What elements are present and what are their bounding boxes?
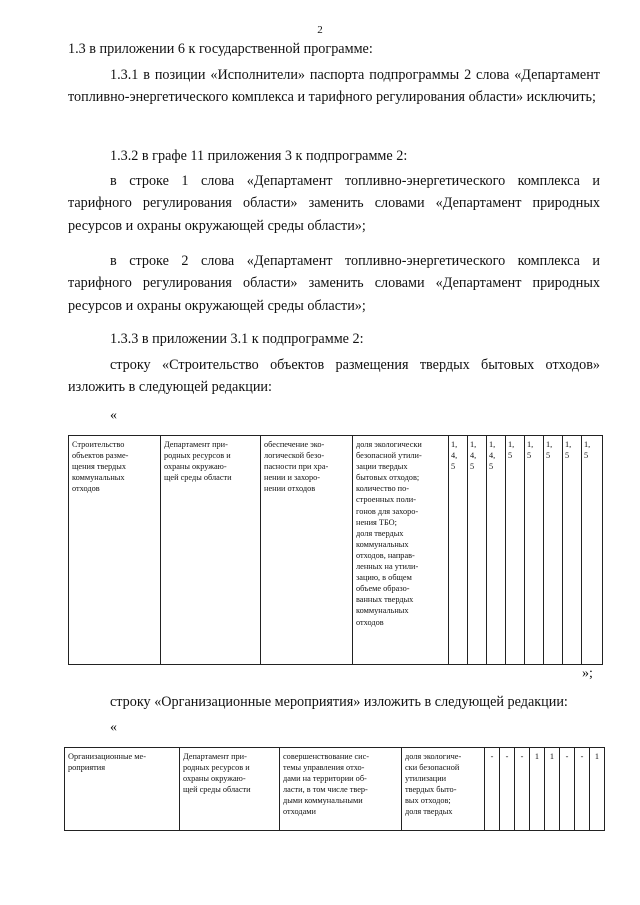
table-row xyxy=(69,436,603,665)
table-organizational xyxy=(64,747,605,831)
cell-name: Организационные ме- роприятия xyxy=(65,748,180,831)
paragraph-row-organizational: строку «Организационные мероприятия» изложить в следующей редакции: xyxy=(110,694,568,710)
paragraph-1-3-2: 1.3.2 в графе 11 приложения 3 к подпрограмме 2: xyxy=(110,148,408,164)
paragraph-row-1: в строке 1 слова «Департамент топливно-энергетического комплекса и тарифного регулирования области» заменить словами «Департамент природных ресурсов и охраны окружающей среды области»; xyxy=(68,173,600,234)
cell-executor: Департамент при- родных ресурсов и охраны окружаю- щей среды области xyxy=(180,748,280,831)
table-row xyxy=(65,748,605,831)
cell-goal: обеспечение эко- логической безо- пасности при хра- нении и захоро- нении отходов xyxy=(261,436,353,665)
cell-value: 1, 5 xyxy=(506,436,525,665)
cell-value: - xyxy=(500,748,515,831)
cell-indicators: доля экологиче- ски безопасной утилизации твердых быто- вых отходов; доля твердых xyxy=(402,748,485,831)
cell-value: 1, 5 xyxy=(525,436,544,665)
open-quote-2: « xyxy=(110,720,117,735)
cell-value: 1, 5 xyxy=(544,436,563,665)
paragraph-1-3: 1.3 в приложении 6 к государственной программе: xyxy=(68,41,373,57)
cell-goal: совершенствование сис- темы управления отхо- дами на территории об- ласти, в том числе твер- дыми коммунальными отходами xyxy=(280,748,402,831)
cell-value: 1 xyxy=(590,748,605,831)
cell-value: - xyxy=(485,748,500,831)
cell-value: 1, 4, 5 xyxy=(487,436,506,665)
cell-value: 1 xyxy=(545,748,560,831)
paragraph-row-2: в строке 2 слова «Департамент топливно-энергетического комплекса и тарифного регулирования области» заменить словами «Департамент природных ресурсов и охраны окружающей среды области»; xyxy=(68,253,600,314)
cell-name: Строительство объектов разме- щения твердых коммунальных отходов xyxy=(69,436,161,665)
close-quote-1: »; xyxy=(582,666,593,681)
cell-executor: Департамент при- родных ресурсов и охраны окружаю- щей среды области xyxy=(161,436,261,665)
cell-value: - xyxy=(515,748,530,831)
cell-value: 1 xyxy=(530,748,545,831)
cell-value: - xyxy=(575,748,590,831)
cell-indicators: доля экологически безопасной утили- зации твердых бытовых отходов; количество по- строенных поли- гонов для захоро- нения ТБО; доля твердых коммунальных отходов, направ- ленных на утили- зацию, в общем объеме образо- ванных твердых коммунальных отходов xyxy=(353,436,449,665)
cell-value: 1, 4, 5 xyxy=(468,436,487,665)
page-number: 2 xyxy=(317,24,323,36)
cell-value: 1, 4, 5 xyxy=(449,436,468,665)
open-quote-1: « xyxy=(110,408,117,423)
paragraph-row-construction: строку «Строительство объектов размещения твердых бытовых отходов» изложить в следующей редакции: xyxy=(68,357,600,396)
cell-value: 1, 5 xyxy=(582,436,603,665)
paragraph-1-3-1: 1.3.1 в позиции «Исполнители» паспорта подпрограммы 2 слова «Департамент топливно-энергетического комплекса и тарифного регулирования области» исключить; xyxy=(68,67,600,106)
cell-value: 1, 5 xyxy=(563,436,582,665)
cell-value: - xyxy=(560,748,575,831)
paragraph-1-3-3: 1.3.3 в приложении 3.1 к подпрограмме 2: xyxy=(110,331,364,347)
table-construction xyxy=(68,435,603,665)
